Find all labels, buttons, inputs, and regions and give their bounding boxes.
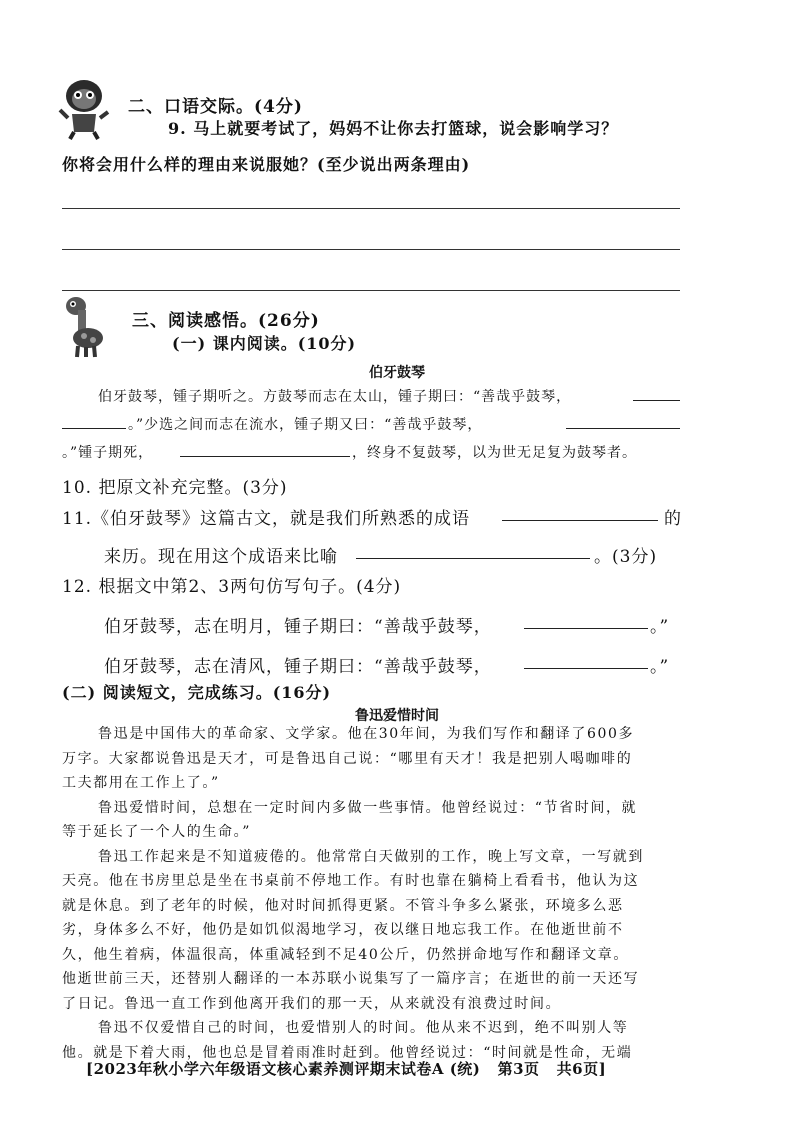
poem-title: 伯牙鼓琴 — [369, 365, 425, 381]
giraffe-mascot-icon — [60, 294, 106, 358]
essay-line: 鲁迅爱惜时间，总想在一定时间内多做一些事情。他曾经说过：“节省时间，就 — [98, 799, 638, 816]
essay-line: 久，他生着病，体温很高，体重减轻到不足40公斤，仍然拼命地写作和翻译文章。 — [62, 946, 630, 963]
essay-line: 天亮。他在书房里总是坐在书桌前不停地工作。有时也靠在躺椅上看看书，他认为这 — [62, 873, 640, 889]
essay-line: 鲁迅工作起来是不知道疲倦的。他常常白天做别的工作，晚上写文章，一写就到 — [98, 848, 644, 865]
fill-blank-1[interactable] — [633, 386, 680, 401]
essay-body — [62, 722, 702, 1065]
cartoon-mascot-icon — [58, 76, 110, 140]
question-11-part-1: 11.《伯牙鼓琴》这篇古文，就是我们所熟悉的成语 — [62, 509, 471, 529]
essay-title: 鲁迅爱惜时间 — [355, 708, 439, 724]
essay-line: 劣，身体多么不好，他仍是如饥似渴地学习，夜以继日地忘我工作。在他逝世前不 — [62, 922, 624, 938]
imitation-sentence-2-end: 。” — [650, 657, 670, 677]
essay-line: 鲁迅是中国伟大的革命家、文学家。他在30年间，为我们写作和翻译了600多 — [98, 726, 635, 742]
question-12: 12. 根据文中第2、3两句仿写句子。(4分) — [62, 577, 402, 597]
question-11-part-3: 来历。现在用这个成语来比喻 — [104, 547, 338, 567]
subsection-1-heading: (一) 课内阅读。(10分) — [172, 334, 357, 353]
metaphor-blank[interactable] — [356, 544, 590, 559]
question-11-score: 。(3分) — [594, 547, 658, 567]
answer-line[interactable] — [62, 249, 680, 250]
essay-line: 鲁迅不仅爱惜自己的时间，也爱惜别人的时间。他从来不迟到，绝不叫别人等 — [98, 1020, 629, 1036]
poem-line-3a: 。”锺子期死， — [62, 445, 154, 461]
imitation-blank-1[interactable] — [524, 614, 648, 629]
poem-line-1: 伯牙鼓琴，锺子期听之。方鼓琴而志在太山，锺子期曰：“善哉乎鼓琴， — [98, 389, 572, 405]
essay-line: 万字。大家都说鲁迅是天才，可是鲁迅自己说：“哪里有天才！我是把别人喝咖啡的 — [62, 750, 633, 767]
essay-line: 他逝世前三天，还替别人翻译的一本苏联小说集写了一篇序言；在逝世的前一天还写 — [62, 971, 640, 987]
subsection-2-heading: (二) 阅读短文，完成练习。(16分) — [62, 683, 332, 702]
page-footer: [2023年秋小学六年级语文核心素养测评期末试卷A (统) 第3页 共6页] — [86, 1060, 607, 1078]
idiom-blank[interactable] — [502, 506, 658, 521]
imitation-blank-2[interactable] — [524, 654, 648, 669]
answer-line[interactable] — [62, 290, 680, 291]
question-11-part-2: 的 — [664, 509, 682, 529]
answer-line[interactable] — [62, 208, 680, 209]
poem-line-2: 。”少选之间而志在流水，锺子期又曰：“善哉乎鼓琴， — [128, 417, 483, 433]
imitation-sentence-1: 伯牙鼓琴，志在明月，锺子期曰：“善哉乎鼓琴， — [104, 617, 492, 637]
question-10: 10. 把原文补充完整。(3分) — [62, 478, 288, 498]
essay-line: 了日记。鲁迅一直工作到他离开我们的那一天，从来就没有浪费过时间。 — [62, 995, 562, 1012]
section-2-heading: 二、口语交际。(4分) — [128, 97, 303, 117]
essay-line: 工夫都用在工作上了。” — [62, 775, 220, 791]
section-3-heading: 三、阅读感悟。(26分) — [132, 311, 320, 331]
imitation-sentence-2: 伯牙鼓琴，志在清风，锺子期曰：“善哉乎鼓琴， — [104, 657, 492, 677]
essay-line: 等于延长了一个人的生命。” — [62, 824, 251, 840]
fill-blank-2[interactable] — [566, 414, 680, 429]
fill-blank-3[interactable] — [180, 442, 350, 457]
question-9-line-2: 你将会用什么样的理由来说服她？(至少说出两条理由) — [62, 155, 471, 174]
essay-line: 就是休息。到了老年的时候，他对时间抓得更紧。不管斗争多么紧张，环境多么恶 — [62, 897, 624, 914]
fill-blank-1-cont[interactable] — [62, 414, 126, 429]
imitation-sentence-1-end: 。” — [650, 617, 670, 637]
poem-line-3b: ，终身不复鼓琴，以为世无足复为鼓琴者。 — [352, 445, 637, 461]
essay-line: 他。就是下着大雨，他也总是冒着雨准时赶到。他曾经说过：“时间就是性命，无端 — [62, 1044, 633, 1061]
question-9-line-1: 9. 马上就要考试了，妈妈不让你去打篮球，说会影响学习？ — [168, 119, 619, 138]
